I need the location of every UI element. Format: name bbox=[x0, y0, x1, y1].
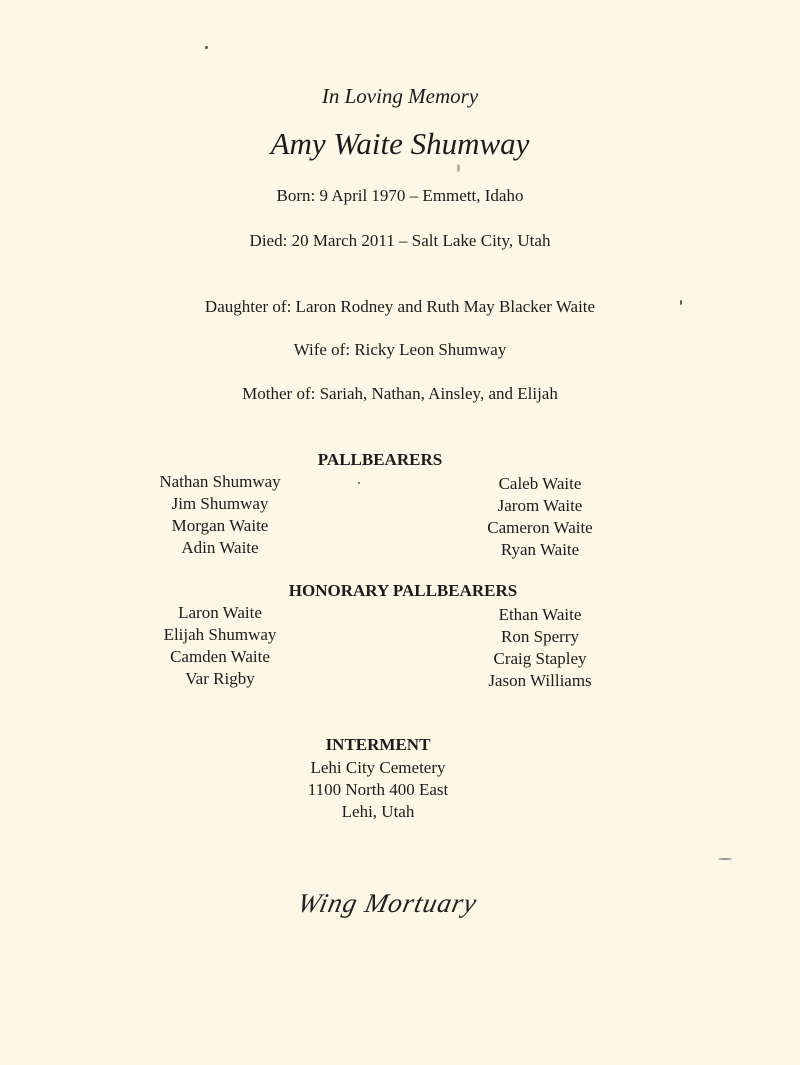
list-item: Jarom Waite bbox=[497, 496, 583, 515]
list-item: Elijah Shumway bbox=[163, 625, 277, 644]
death-info: Died: 20 March 2011 – Salt Lake City, Utah bbox=[249, 231, 551, 250]
list-item: Var Rigby bbox=[185, 669, 255, 688]
scan-speck bbox=[205, 46, 208, 49]
deceased-name: Amy Waite Shumway bbox=[270, 126, 530, 161]
interment-line: Lehi, Utah bbox=[341, 802, 415, 821]
mortuary-logo: Wing Mortuary bbox=[294, 888, 481, 918]
interment-line: Lehi City Cemetery bbox=[310, 758, 446, 777]
scan-speck bbox=[358, 482, 360, 484]
list-item: Laron Waite bbox=[178, 603, 262, 622]
list-item: Camden Waite bbox=[170, 647, 270, 666]
honorary-left-list bbox=[140, 602, 300, 690]
wife-of: Wife of: Ricky Leon Shumway bbox=[293, 340, 507, 359]
pallbearers-right-list bbox=[460, 473, 620, 561]
list-item: Craig Stapley bbox=[493, 649, 587, 668]
list-item: Cameron Waite bbox=[487, 518, 593, 537]
pallbearers-left-list bbox=[140, 471, 300, 559]
list-item: Adin Waite bbox=[181, 538, 259, 557]
daughter-of: Daughter of: Laron Rodney and Ruth May Blacker Waite bbox=[204, 297, 596, 316]
birth-info: Born: 9 April 1970 – Emmett, Idaho bbox=[276, 186, 524, 205]
interment-line: 1100 North 400 East bbox=[307, 780, 449, 799]
mother-of: Mother of: Sariah, Nathan, Ainsley, and Elijah bbox=[242, 384, 558, 403]
interment-details bbox=[0, 757, 756, 823]
scan-speck bbox=[457, 164, 460, 172]
list-item: Jason Williams bbox=[488, 671, 592, 690]
list-item: Ethan Waite bbox=[498, 605, 582, 624]
list-item: Morgan Waite bbox=[171, 516, 269, 535]
pallbearers-title: PALLBEARERS bbox=[317, 450, 443, 469]
list-item: Ryan Waite bbox=[500, 540, 580, 559]
list-item: Jim Shumway bbox=[171, 494, 269, 513]
list-item: Caleb Waite bbox=[498, 474, 582, 493]
scan-speck bbox=[680, 300, 682, 305]
scan-speck bbox=[718, 858, 732, 860]
list-item: Ron Sperry bbox=[501, 627, 579, 646]
interment-title: INTERMENT bbox=[325, 735, 431, 754]
memorial-heading: In Loving Memory bbox=[321, 84, 479, 108]
list-item: Nathan Shumway bbox=[159, 472, 281, 491]
honorary-right-list bbox=[460, 604, 620, 692]
honorary-pallbearers-title: HONORARY PALLBEARERS bbox=[288, 581, 518, 600]
